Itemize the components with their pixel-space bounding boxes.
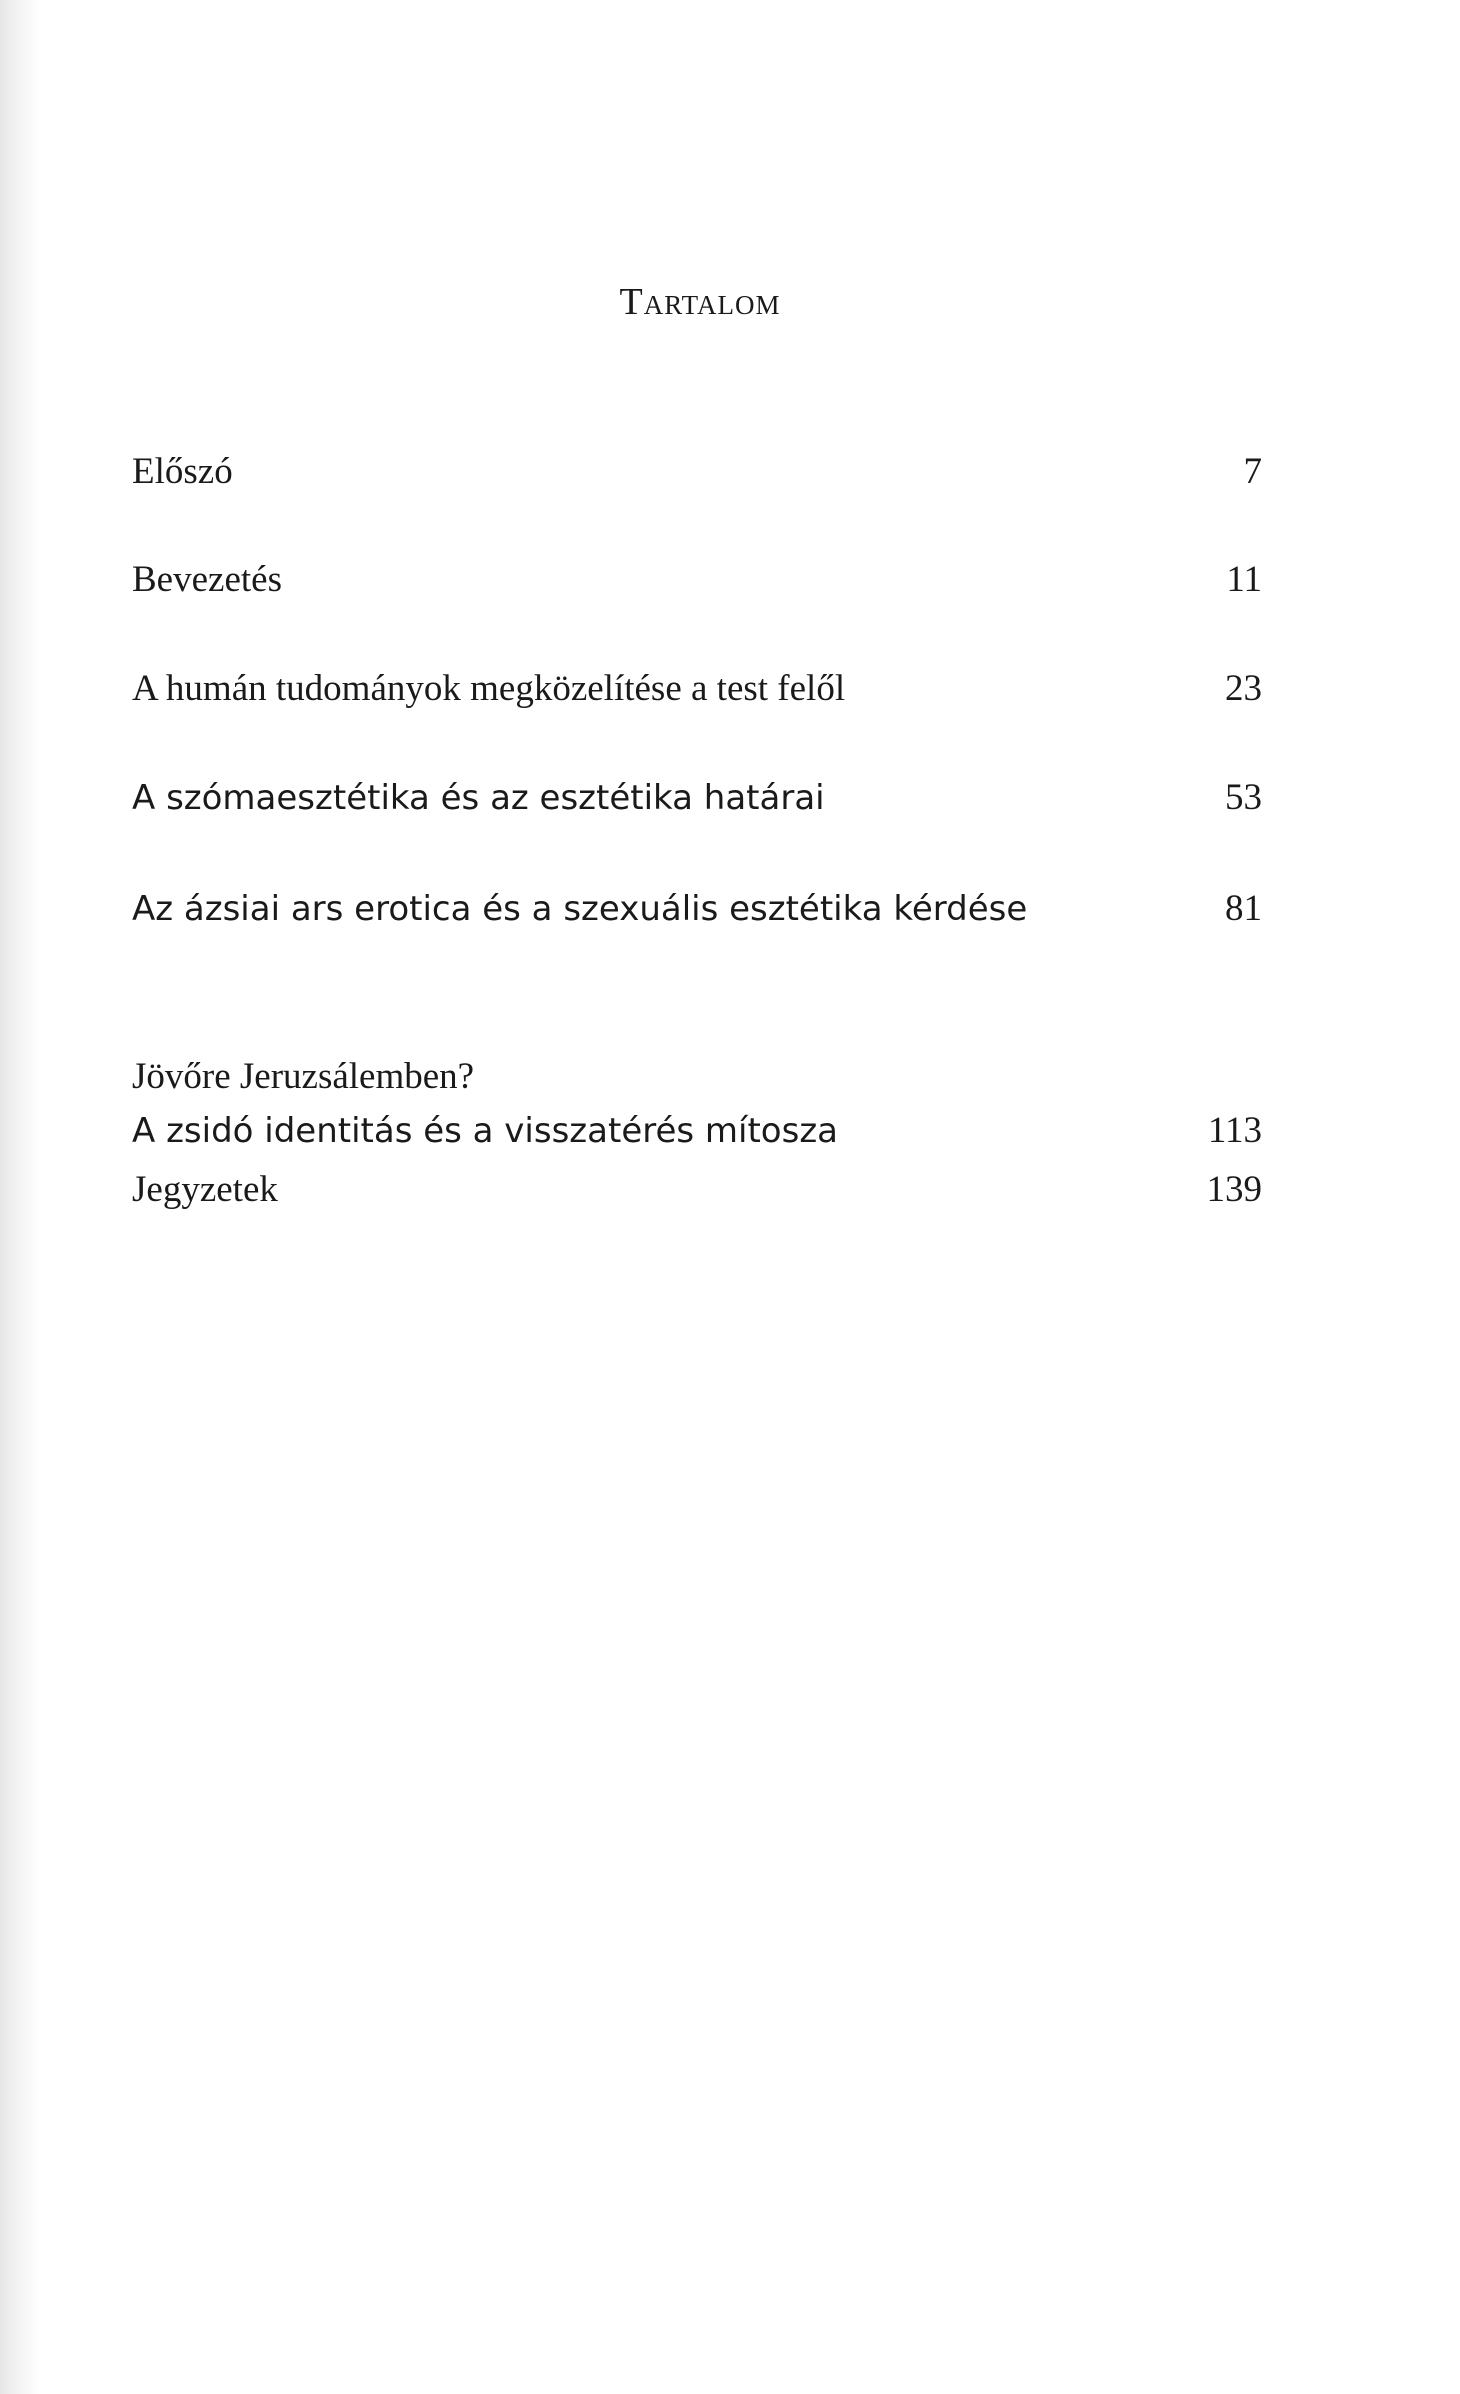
- toc-entry-title: A humán tudományok megközelítése a test felől: [132, 668, 846, 709]
- page-spine-shadow: [0, 0, 40, 2394]
- toc-entry-title: [132, 1050, 838, 1158]
- toc-entry-jeruzsalem: [132, 1046, 1262, 1158]
- toc-entry-title-line1: Jövőre Jeruzsálemben?: [132, 1056, 475, 1097]
- table-of-contents: [132, 0, 1262, 2394]
- toc-entry-title-line2: A zsidó identitás és a visszatérés mítosza: [132, 1111, 838, 1151]
- toc-entry-title: Előszó: [132, 451, 233, 492]
- page-title: Tartalom: [619, 281, 781, 323]
- toc-entry-title: Az ázsiai ars erotica és a szexuális esztétika kérdése: [132, 889, 1028, 929]
- toc-entry-title: Jegyzetek: [132, 1169, 278, 1210]
- toc-entry-page: 23: [1225, 668, 1262, 709]
- toc-entry-page: 139: [1206, 1169, 1262, 1210]
- toc-entry-page: 11: [1226, 559, 1262, 600]
- toc-entry-page: 113: [1207, 1110, 1262, 1151]
- toc-entry-page: 81: [1225, 888, 1262, 929]
- toc-entry-title: Bevezetés: [132, 559, 282, 600]
- toc-entry-page: 53: [1225, 777, 1262, 818]
- toc-entry-title: A szómaesztétika és az esztétika határai: [132, 778, 825, 818]
- toc-entry-page: 7: [1243, 451, 1262, 492]
